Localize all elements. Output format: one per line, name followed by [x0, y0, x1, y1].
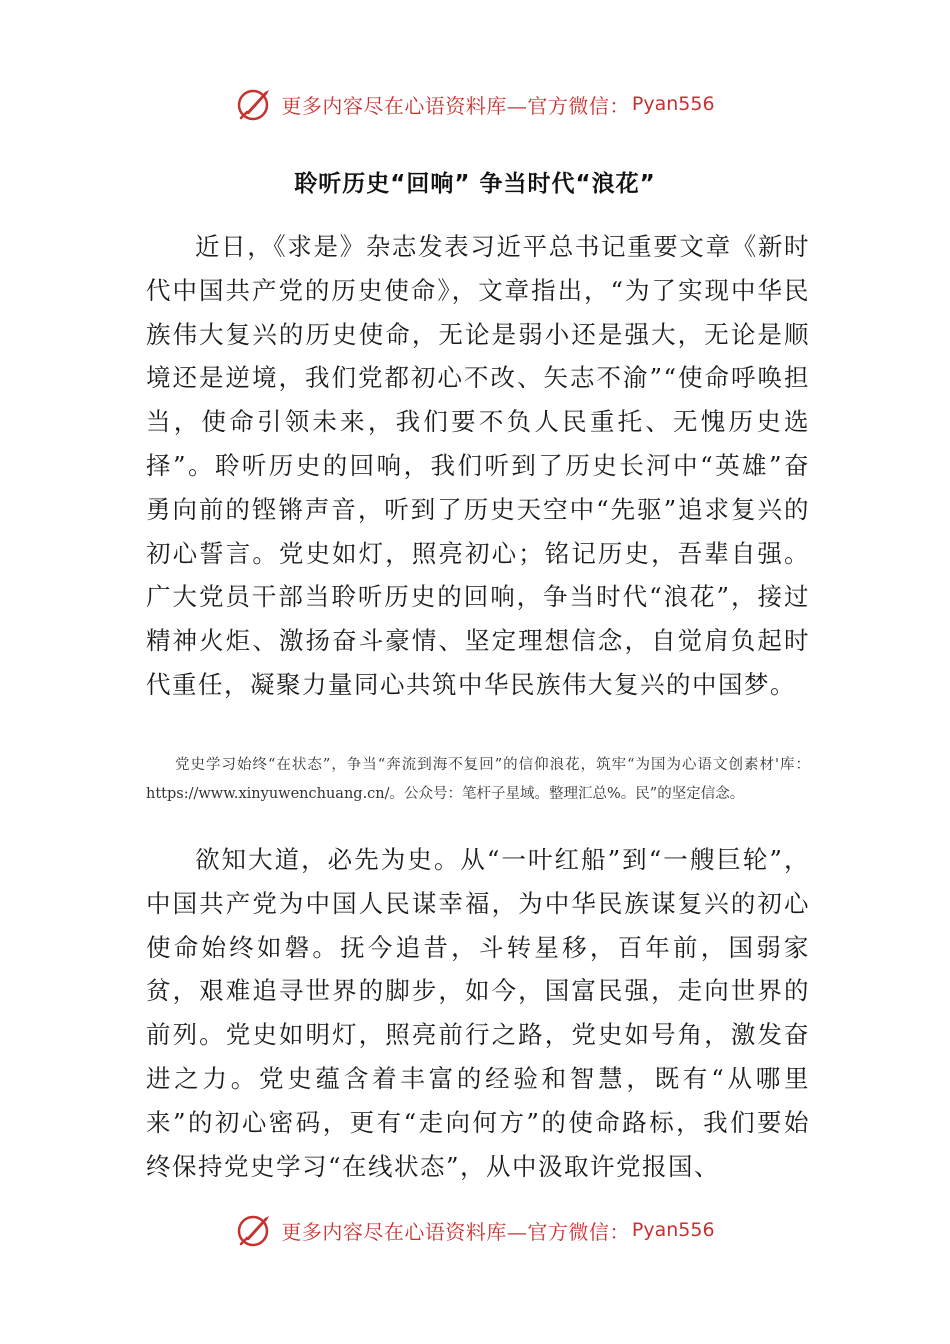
- inserted-watermark-text: 党史学习始终“在状态”，争当“奔流到海不复回”的信仰浪花，筑牢“为国为心语文创素材'库：https://www.xinyuwenchuang.cn/。公众号：笔杆子星域。整理汇总%。民”的坚定信念。: [146, 757, 810, 802]
- article-title: 聆听历史“回响” 争当时代“浪花”: [294, 171, 656, 197]
- quill-logo-icon: [235, 1210, 275, 1250]
- banner-text: 更多内容尽在心语资料库—官方微信：: [281, 93, 630, 118]
- banner-text: 更多内容尽在心语资料库—官方微信：: [281, 1219, 630, 1244]
- quill-logo-icon: [235, 84, 275, 124]
- banner-wechat-id: Pyan556: [631, 1219, 715, 1241]
- banner-wechat-id: Pyan556: [631, 93, 715, 115]
- paragraph-1: 近日，《求是》杂志发表习近平总书记重要文章《新时代中国共产党的历史使命》，文章指出，“为了实现中华民族伟大复兴的历史使命，无论是弱小还是强大，无论是顺境还是逆境，我们党都初心不改、矢志不渝”“使命呼唤担当，使命引领未来，我们要不负人民重托、无愧历史选择”。聆听历史的回响，我们听到了历史长河中“英雄”奋勇向前的铿锵声音，听到了历史天空中“先驱”追求复兴的初心誓言。党史如灯，照亮初心；铭记历史，吾辈自强。广大党员干部当聆听历史的回响，争当时代“浪花”，接过精神火炬、激扬奋斗豪情、坚定理想信念，自觉肩负起时代重任，凝聚力量同心共筑中华民族伟大复兴的中国梦。: [146, 232, 810, 699]
- header-watermark-banner: [0, 84, 950, 124]
- footer-watermark-banner: [0, 1210, 950, 1250]
- paragraph-2: 欲知大道，必先为史。从“一叶红船”到“一艘巨轮”，中国共产党为中国人民谋幸福，为中华民族谋复兴的初心使命始终如磐。抚今追昔，斗转星移，百年前，国弱家贫，艰难追寻世界的脚步，如今，国富民强，走向世界的前列。党史如明灯，照亮前行之路，党史如号角，激发奋进之力。党史蕴含着丰富的经验和智慧，既有“从哪里来”的初心密码，更有“走向何方”的使命路标，我们要始终保持党史学习“在线状态”，从中汲取许党报国、: [146, 845, 810, 1181]
